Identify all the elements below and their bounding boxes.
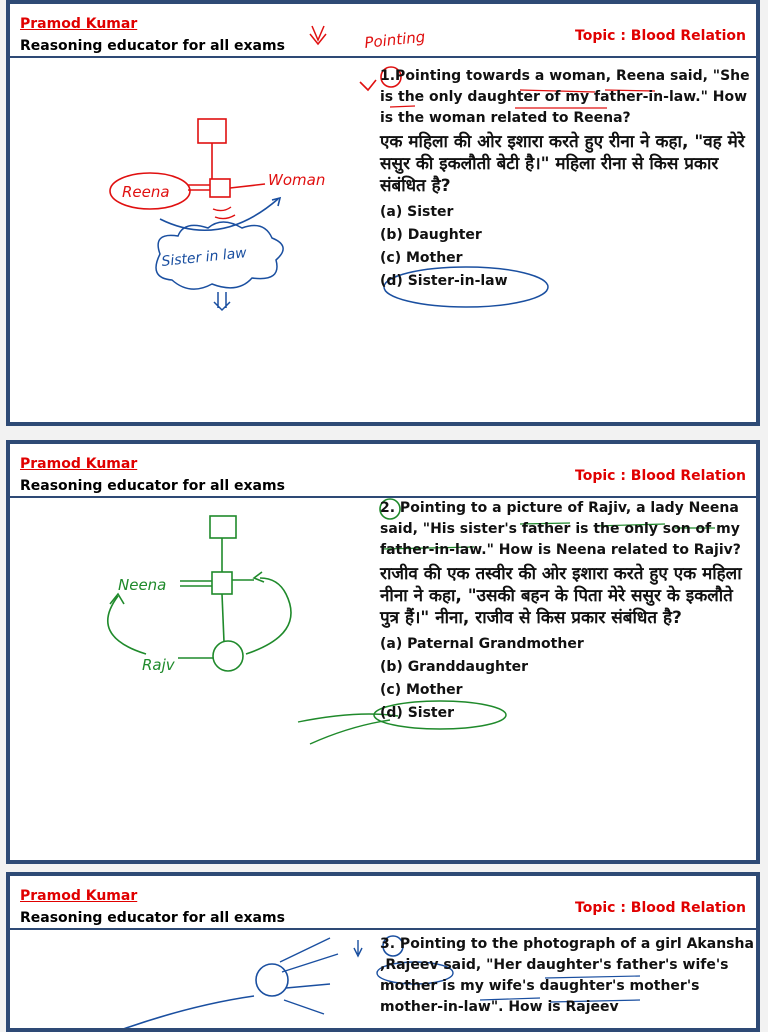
slide-2 xyxy=(6,440,760,864)
option-d: (d) Sister-in-law xyxy=(380,273,508,289)
tree-node-rajiv xyxy=(213,641,243,671)
tree-node-akansha xyxy=(256,964,288,996)
topic-label: Topic : Blood Relation xyxy=(575,900,746,916)
question-hindi: राजीव की एक तस्वीर की ओर इशारा करते हुए एक महिला नीना ने कहा, "उसकी बहन के पिता मेरे ससुर के इकलौते पुत्र हैं।" नीना, राजीव से किस प्रकार संबंधित है? xyxy=(380,564,742,628)
tree-node-parent xyxy=(198,119,226,143)
note-pointing: Pointing xyxy=(363,27,427,52)
note-reena: Reena xyxy=(122,183,170,201)
option-c: (c) Mother xyxy=(380,250,463,266)
question-3 xyxy=(380,934,756,1018)
slide-header xyxy=(10,876,756,930)
slide-header xyxy=(10,4,756,58)
author-name: Pramod Kumar xyxy=(20,888,138,904)
slide-3 xyxy=(6,872,760,1032)
note-woman: Woman xyxy=(268,171,326,189)
slide-1 xyxy=(6,0,760,426)
tree-node-woman xyxy=(210,179,230,197)
question-1 xyxy=(380,66,756,293)
question-english: 3. Pointing to the photograph of a girl Akansha ,Rajeev said, "Her daughter's father's wife's mother is my wife's daughter's mother's mother-in-law". How is Rajeev xyxy=(380,936,754,1015)
question-english: 1.Pointing towards a woman, Reena said, "She is the only daughter of my father-in-law." How is the woman related to Reena? xyxy=(380,68,750,126)
note-rajiv: Rajv xyxy=(142,656,175,674)
option-c: (c) Mother xyxy=(380,682,463,698)
tree-node-grandfather xyxy=(210,516,236,538)
option-a: (a) Sister xyxy=(380,204,454,220)
topic-label: Topic : Blood Relation xyxy=(575,468,746,484)
option-a: (a) Paternal Grandmother xyxy=(380,636,584,652)
author-name: Pramod Kumar xyxy=(20,16,138,32)
option-b: (b) Daughter xyxy=(380,227,482,243)
topic-label: Topic : Blood Relation xyxy=(575,28,746,44)
author-name: Pramod Kumar xyxy=(20,456,138,472)
tree-node-father xyxy=(212,572,232,594)
question-2 xyxy=(380,498,756,725)
option-b: (b) Granddaughter xyxy=(380,659,529,675)
slide-header xyxy=(10,444,756,498)
tagline: Reasoning educator for all exams xyxy=(20,910,285,926)
tagline: Reasoning educator for all exams xyxy=(20,38,285,54)
option-d: (d) Sister xyxy=(380,705,454,721)
tagline: Reasoning educator for all exams xyxy=(20,478,285,494)
question-hindi: एक महिला की ओर इशारा करते हुए रीना ने कहा, "वह मेरे ससुर की इकलौती बेटी है।" महिला रीना से किस प्रकार संबंधित है? xyxy=(380,132,745,196)
question-english: 2. Pointing to a picture of Rajiv, a lady Neena said, "His sister's father is the only son of my father-in-law." How is Neena related to Rajiv? xyxy=(380,500,741,558)
note-answer: Sister in law xyxy=(160,245,248,270)
note-neena: Neena xyxy=(118,576,167,594)
